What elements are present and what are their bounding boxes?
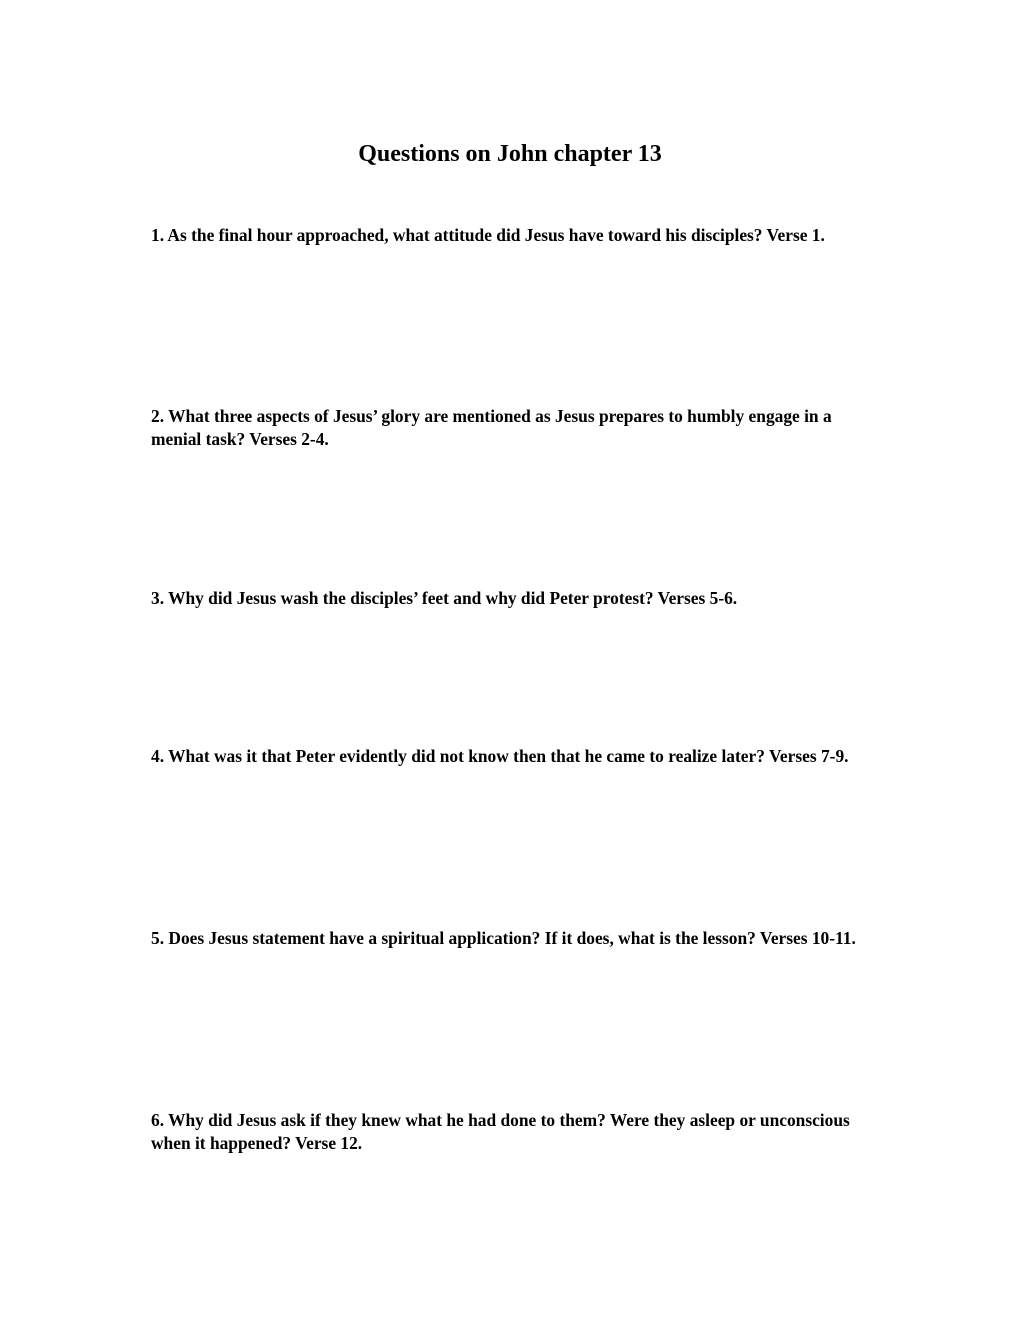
question-1: 1. As the final hour approached, what attitude did Jesus have toward his disciples? Verse 1. [151,225,825,245]
question-4: 4. What was it that Peter evidently did not know then that he came to realize later? Verses 7-9. [151,746,849,766]
page-title: Questions on John chapter 13 [358,141,662,167]
question-2: 2. What three aspects of Jesus’ glory are mentioned as Jesus prepares to humbly engage in a menial task? Verses 2-4. [151,406,832,449]
question-5: 5. Does Jesus statement have a spiritual application? If it does, what is the lesson? Verses 10-11. [151,928,856,948]
question-6: 6. Why did Jesus ask if they knew what he had done to them? Were they asleep or unconscious when it happened? Verse 12. [151,1110,850,1153]
question-3: 3. Why did Jesus wash the disciples’ feet and why did Peter protest? Verses 5-6. [151,588,738,608]
